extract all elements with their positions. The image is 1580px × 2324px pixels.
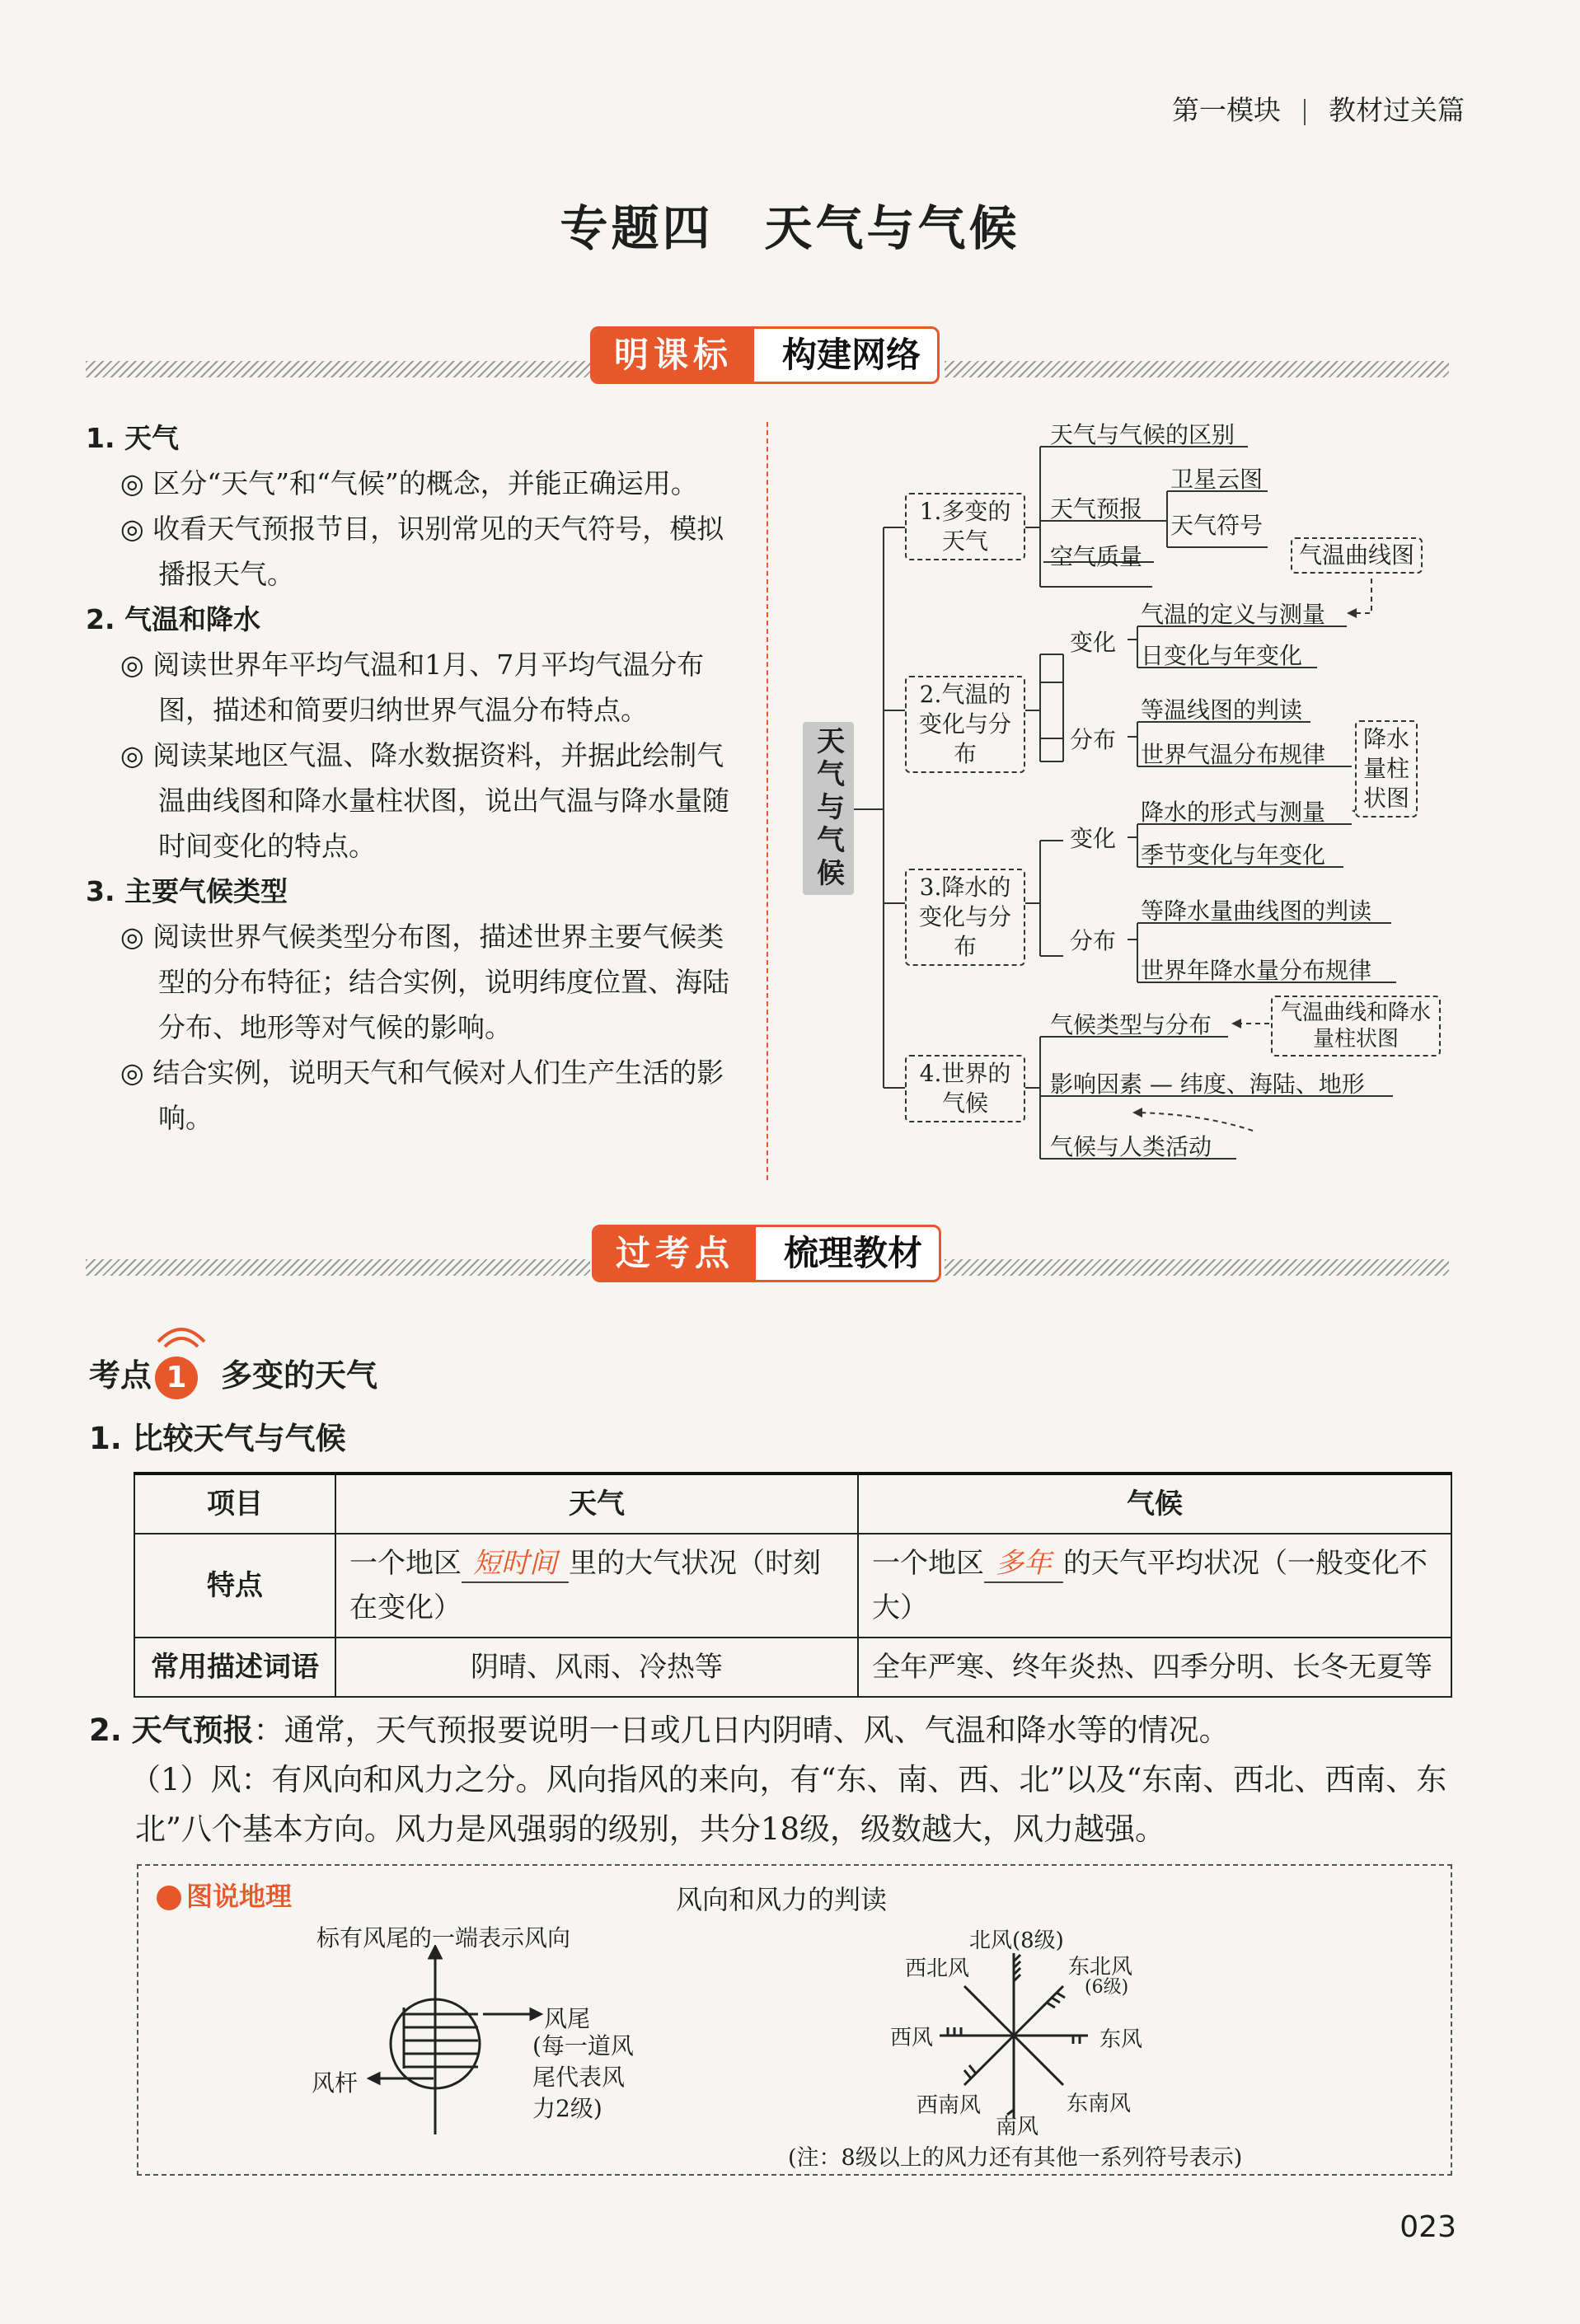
table-header: 气候: [858, 1474, 1451, 1534]
mindmap-leaf: 卫星云图: [1170, 466, 1264, 493]
cell-text: 的天气平均状况（一般变化不大）: [872, 1547, 1428, 1624]
label-pole: 风杆: [312, 2069, 359, 2097]
label-west: 西风: [890, 2026, 934, 2050]
item-heading: 1. 比较天气与气候: [89, 1421, 346, 1456]
mindmap-leaf: 日变化与年变化: [1141, 642, 1303, 669]
kaodian-title: 多变的天气: [221, 1357, 378, 1394]
banner-tag: 过考点: [594, 1227, 756, 1280]
mindmap-leaf: 气温的定义与测量: [1141, 601, 1326, 628]
cell-text: 里的大气状况（时刻在变化）: [349, 1547, 821, 1624]
page-title: 专题四 天气与气候: [560, 200, 1020, 256]
comparison-table: [134, 1472, 1452, 1698]
mindmap-branch: 4.世界的气候: [905, 1055, 1025, 1122]
standard-bullet: ◎ 结合实例，说明天气和气候对人们生产生活的影响。: [120, 1057, 724, 1134]
table-cell: [335, 1534, 858, 1638]
figure-tag: [157, 1876, 292, 1914]
table-row: [134, 1638, 1451, 1697]
mindmap-leaf: 降水的形式与测量: [1141, 799, 1326, 826]
table-header: 项目: [134, 1474, 335, 1534]
mindmap-note: 气温曲线图: [1291, 537, 1423, 574]
mindmap-leaf: 等温线图的判读: [1141, 696, 1303, 724]
label-direction: 标有风尾的一端表示风向: [316, 1924, 571, 1952]
mindmap-branch: 3.降水的变化与分布: [905, 869, 1025, 966]
cell-text: 一个地区: [349, 1547, 462, 1580]
hatch-divider: [86, 1259, 590, 1276]
table-cell: 阴晴、风雨、冷热等: [335, 1638, 858, 1697]
table-row: [134, 1534, 1451, 1638]
banner-text: 构建网络: [782, 335, 921, 375]
figure-tag-text: 图说地理: [186, 1881, 293, 1912]
standard-bullet: ◎ 收看天气预报节目，识别常见的天气符号，模拟播报天气。: [120, 513, 724, 590]
label-south: 南风: [996, 2115, 1039, 2139]
mindmap-leaf: 世界年降水量分布规律: [1141, 957, 1372, 984]
table-cell: [858, 1534, 1451, 1638]
globe-icon: [157, 1886, 181, 1910]
wind-paragraph: （1）风：有风向和风力之分。风向指风的来向，有“东、南、西、北”以及“东南、西北、西南、东北”八个基本方向。风力是风强弱的级别，共分18级，级数越大，风力越强。: [130, 1762, 1447, 1847]
mindmap-root: 天气与气候: [803, 722, 854, 895]
mindmap-leaf: 气候类型与分布: [1050, 1011, 1212, 1038]
figure-title: 风向和风力的判读: [676, 1884, 888, 1915]
signal-icon: [157, 1322, 206, 1350]
table-header: 天气: [335, 1474, 858, 1534]
row-label: 特点: [134, 1534, 335, 1638]
item-number: 2.: [89, 1713, 122, 1748]
mindmap-label: 变化: [1070, 629, 1117, 656]
mindmap-leaf: 等降水量曲线图的判读: [1141, 897, 1372, 925]
kaodian-heading: [89, 1350, 377, 1399]
label-northeast-level: (6级): [1085, 1977, 1129, 1998]
banner-text: 梳理教材: [784, 1233, 923, 1273]
mindmap-branch: 2.气温的变化与分布: [905, 676, 1025, 773]
standard-title: 1. 天气: [86, 422, 179, 454]
item-text: ：通常，天气预报要说明一日或几日内阴晴、风、气温和降水等的情况。: [253, 1713, 1230, 1748]
mindmap-label: 变化: [1070, 825, 1117, 852]
mindmap-leaf: 影响因素 — 纬度、海陆、地形: [1050, 1071, 1365, 1098]
mindmap-leaf: 世界气温分布规律: [1141, 741, 1326, 768]
module-label: 第一模块: [1172, 94, 1281, 126]
kaodian-label: 考点: [89, 1357, 152, 1394]
mindmap-note: 降水量柱状图: [1355, 720, 1418, 818]
banner-tag: 明课标: [593, 329, 754, 382]
label-tail: 风尾: [544, 2005, 591, 2032]
label-southeast: 东南风: [1067, 2092, 1132, 2116]
cell-text: 一个地区: [872, 1547, 984, 1580]
item-paragraph: [89, 1706, 1457, 1755]
label-tail-note: (每一道风尾代表风力2级): [532, 2032, 634, 2122]
mindmap-leaf: 天气预报: [1050, 495, 1143, 522]
label-southwest: 西南风: [917, 2093, 982, 2118]
mindmap-leaf: 空气质量: [1050, 543, 1143, 570]
fill-blank: 多年: [984, 1545, 1063, 1583]
page-number: 023: [1399, 2210, 1456, 2244]
table-cell: 全年严寒、终年炎热、四季分明、长冬无夏等: [858, 1638, 1451, 1697]
label-northeast: 东北风: [1068, 1955, 1133, 1980]
section-label: 教材过关篇: [1329, 94, 1465, 126]
mindmap-label: 分布: [1070, 927, 1117, 954]
label-north: 北风(8级): [969, 1928, 1064, 1953]
mindmap-label: 分布: [1070, 726, 1117, 753]
standard-bullet: ◎ 阅读世界气候类型分布图，描述世界主要气候类型的分布特征；结合实例，说明纬度位置、海陆分布、地形等对气候的影响。: [120, 921, 729, 1043]
hatch-divider: [945, 1259, 1449, 1276]
mindmap-branch: 1.多变的天气: [905, 493, 1025, 560]
standard-bullet: ◎ 阅读某地区气温、降水数据资料，并据此绘制气温曲线图和降水量柱状图，说出气温与降水量随时间变化的特点。: [120, 739, 729, 862]
mindmap-leaf: 气候与人类活动: [1050, 1133, 1212, 1160]
item-keyword: 天气预报: [131, 1713, 254, 1748]
kaodian-number: 1: [155, 1356, 198, 1399]
figure-note: (注：8级以上的风力还有其他一系列符号表示): [788, 2145, 1243, 2171]
mindmap-note: 气温曲线和降水量柱状图: [1271, 996, 1441, 1057]
row-label: 常用描述词语: [134, 1638, 335, 1697]
mindmap-leaf: 季节变化与年变化: [1141, 841, 1326, 869]
standard-bullet: ◎ 区分“天气”和“气候”的概念，并能正确运用。: [120, 467, 698, 499]
label-northwest: 西北风: [905, 1956, 970, 1981]
label-east: 东风: [1099, 2027, 1143, 2052]
fill-blank: 短时间: [462, 1545, 569, 1583]
mindmap-leaf: 天气与气候的区别: [1050, 421, 1235, 448]
standard-bullet: ◎ 阅读世界年平均气温和1月、7月平均气温分布图，描述和简要归纳世界气温分布特点。: [120, 649, 705, 726]
standard-title: 2. 气温和降水: [86, 603, 260, 635]
mindmap-leaf: 天气符号: [1170, 512, 1264, 539]
section-banner-review: [592, 1225, 941, 1282]
standard-title: 3. 主要气候类型: [86, 875, 288, 907]
